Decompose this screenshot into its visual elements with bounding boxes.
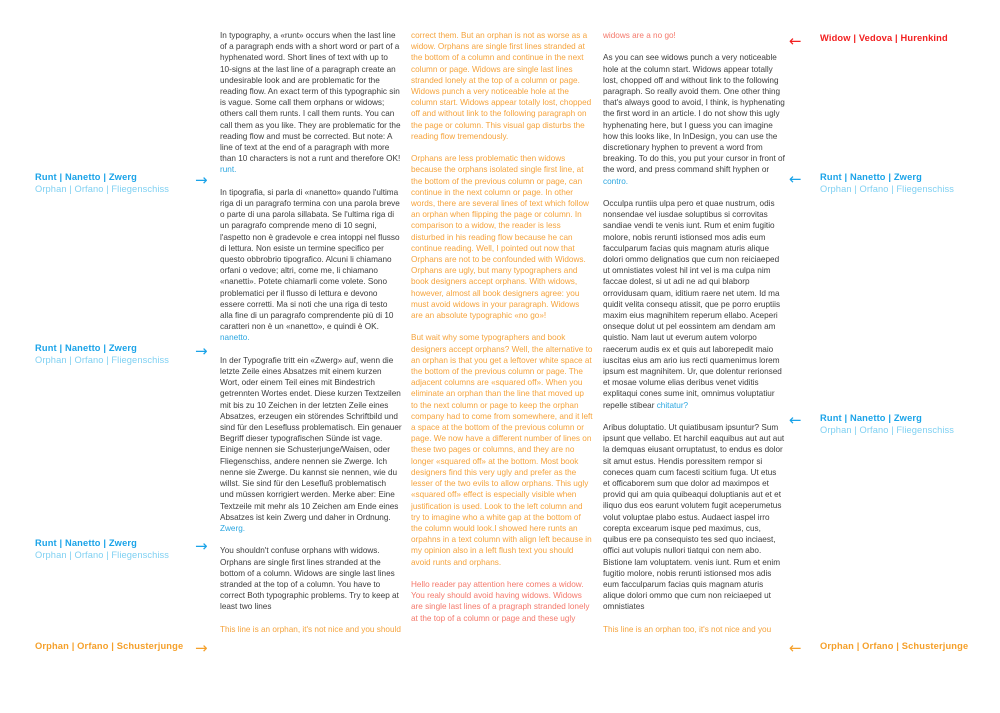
label-runt-primary: Runt | Nanetto | Zwerg — [35, 172, 137, 182]
paragraph: But wait why some typographers and book designers accept orphans? Well, the alternative to an orphan is that you get a leftover white space at the bottom of the previous column or page. The adjacent columns are «squared off». When you eliminate an orphan than the line that moved up to the next column or page to keep the orphan company had to come from somewhere, and it left a space at the bottom of the previous column or page. We now have a different number of lines on these two pages or columns, and they are no longer «squared off» at the bottom. Most book designers find this very ugly and prefer as the lesser of the two evils to allow orphans. This ugly «squared off» effect is especially visible when justification is used. Look to the left column and try to imagine who a white gap at the bottom of the column would look.I showed here runts an orpahns in a text column with align left because in my opinion also in a left flush text you should avoid runts and orphans. — [411, 333, 593, 567]
label-widow-right — [820, 33, 948, 45]
paragraph: Hello reader pay attention here comes a widow. You realy should avoid having widows. Widows are single last lines of a pragraph stranded lonely at the top of a column or page and these ugly — [411, 579, 590, 623]
arrow-right-icon-runt-2: → — [195, 342, 208, 360]
paragraph: Orphans are less problematic then widows because the orphans isolated single first line, at the bottom of the previous column or page, can continue in the next column or page. In other words, there are several lines of text which follow an orphan when flipping the page or column. In comparison to a widow, the reader is less disturbed in his reading flow because he can continue reading. Well, I pointed out now that Orphans are not to be confounded with Widows. Orphans are ugly, but many typographers and book designers accept orphans. With widows, however, almost all book designers agree: you must avoid widows in your paragraph. Widows are an absolute typographic «no go»! — [411, 154, 589, 321]
paragraph: widows are a no go! — [603, 31, 676, 40]
paragraph: This line is an orphan, it's not nice and you should — [220, 624, 401, 634]
text-column-1 — [220, 30, 402, 635]
label-runt-right-1 — [820, 172, 954, 195]
arrow-left-icon-widow: ← — [789, 32, 802, 50]
paragraph: In typography, a «runt» occurs when the last line of a paragraph ends with a short word or part of a hyphenated word. Short lines of text with up to 10-signs at the last line of a paragraph create an undesirable look and are problematic for the reading flow. An exact term of this typographic sin is vague. Some call them orphans or widows; others call them runts. I call them runts. You can call them as you like. They are problematic for the reading flow and must be corrected. But note: A line of text at the end of a paragraph with more than 10 characters is not a runt and therefore OK! runt. — [220, 31, 401, 175]
label-runt-secondary: Orphan | Orfano | Fliegenschiss — [35, 183, 170, 194]
paragraph-tail-word: chitatur? — [654, 400, 689, 410]
label-runt-primary: Runt | Nanetto | Zwerg — [820, 172, 922, 182]
arrow-left-icon-runt-1: ← — [789, 170, 802, 188]
label-runt-secondary: Orphan | Orfano | Fliegenschiss — [820, 424, 955, 435]
text-column-2 — [411, 30, 593, 624]
label-runt-left-2 — [35, 343, 169, 366]
label-orphan-left — [35, 641, 183, 653]
label-runt-primary: Runt | Nanetto | Zwerg — [35, 343, 137, 353]
paragraph: Aribus doluptatio. Ut quiatibusam ipsuntur? Sum ipsunt que vellabo. Et harchil eaquibus aut aut aut la demquas eiusant orruptatust, to endus es dolor sit amut estus. Hendis poressitem rempor si coneces quam cum facesti scitium fuga. Ut etus et officaborem sum que dolor ad maximpos et provid qui am quia quibeaqui doluptianis aut et et iliquo dus eos earunt volutem fugit aceperumetus volut voluptae plabo estus. Audaect iaspel irro corepta excearum isque ped maximus, cus, quibus ere pa consequisto tes sed quo inciaest, offici aut volupis nullori tiatqui con nem abo. Bistione lam voluptatem. venis iunt. Rum et enim fugitio molore, nobis rerunti istionsed mos adis eum facculparum facias quis magnam aturis alique dolori ommo que cum non reiciaeped ut omnistiates — [603, 423, 785, 612]
paragraph-tail-word: contro. — [603, 176, 629, 186]
label-runt-secondary: Orphan | Orfano | Fliegenschiss — [35, 354, 170, 365]
label-widow-primary: Widow | Vedova | Hurenkind — [820, 33, 948, 43]
label-orphan-primary: Orphan | Orfano | Schusterjunge — [35, 641, 184, 651]
arrow-right-icon-orphan: → — [195, 639, 208, 657]
paragraph: You shouldn't confuse orphans with widows. Orphans are single first lines stranded at the bottom of a column. Widows are single last lines stranded at the top of a column. You have to correct Both typographic problems. Try to keep at least two lines — [220, 546, 399, 612]
paragraph: This line is an orphan too, it's not nice and you — [603, 624, 772, 634]
paragraph: correct them. But an orphan is not as worse as a widow. Orphans are single first lines stranded at the bottom of a column and continue in the next column or page. Widows are single last lines stranded lonely at the top of a column or page. Widows punch a very noticeable hole at the column start. Widows appear totally lost, chopped off and without link to the following paragraph on the page or column. This visual gap disturbs the reading flow tremendously. — [411, 31, 592, 141]
text-column-3 — [603, 30, 785, 635]
label-runt-primary: Runt | Nanetto | Zwerg — [820, 413, 922, 423]
paragraph-tail-word: nanetto. — [220, 333, 250, 343]
label-runt-secondary: Orphan | Orfano | Fliegenschiss — [35, 549, 170, 560]
arrow-right-icon-runt-1: → — [195, 171, 208, 189]
label-runt-right-2 — [820, 413, 954, 436]
paragraph: In tipografia, si parla di «nanetto» quando l'ultima riga di un paragrafo termina con una parola breve o parte di una parola sillabata. Se l'ultima riga di un paragrafo comprende meno di 10 segni, l'aspetto non è gradevole e crea intoppi nel flusso di lettura. Non esiste un termine specifico per questo obbrobrio tipografico. Alcuni li chiamano orfani o vedove; altri, come me, li chiamano «nanetti». Potete chiamarli come volete. Sono problematici per il flusso di lettura e devono essere corretti. Ma si noti che una riga di testo alla fine di un paragrafo comprendente più di 10 caratteri non è un «nanetto», e quindi è OK. nanetto. — [220, 187, 400, 343]
label-runt-left-3 — [35, 538, 169, 561]
label-orphan-primary: Orphan | Orfano | Schusterjunge — [820, 641, 969, 651]
arrow-right-icon-runt-3: → — [195, 537, 208, 555]
label-runt-left-1 — [35, 172, 169, 195]
paragraph: As you can see widows punch a very noticeable hole at the column start. Widows appear totally lost, chopped off and without link to the following paragraph. So really avoid them. One other thing that's always good to avoid, I think, is hyphenating the first word in an article. I do not show this ugly hyphenating here, but I guess you can imagine how this looks like, In InDesign, you can use the discretionary hyphen to prevent a word from breaking. To do this, you put your cursor in front of the word, and press command shift hyphen or contro. — [603, 53, 785, 186]
label-runt-primary: Runt | Nanetto | Zwerg — [35, 538, 137, 548]
arrow-left-icon-orphan: ← — [789, 639, 802, 657]
paragraph-tail-word: runt. — [220, 165, 237, 175]
paragraph-tail-word: Zwerg. — [220, 523, 246, 533]
label-runt-secondary: Orphan | Orfano | Fliegenschiss — [820, 183, 955, 194]
arrow-left-icon-runt-2: ← — [789, 411, 802, 429]
paragraph: Occulpa runtiis ulpa pero et quae nustrum, odis nonsendae vel iusdae soluptibus si corrovitas sandiae vendi te venis iunt. Rum et enim fugitio molore, nobis rerunti istionsed mos adis eum facculparum facias quis magnam aturis alique dolori ommo delignatios que cum non reiciaeped ut omnistiates volest hil int vel is ma culpa nim faccae dolest, si ut adi ne ad qui blaborp orrovidusam quam, iditium raere net utem. Id ma quidit velita consequ atissit, que pe porro eruptiis maxim eius magnihitem reperum ellabo. Aceperi onseque dolut ut pel eossintem am dendam am quistio. Nam laut ut everum autem volorpo raecerum audis ex et quis aut laborepedit maio iuscitas eius am ario ius recti quamenimus lorem ipsum est magnihitem. Ur, que dolentur rerionsed et mosae volume elias deribus venet viditis explitaqui cones sume init, omnimus voluptatiur repelle stibear chitatur? — [603, 199, 782, 410]
paragraph: In der Typografie tritt ein «Zwerg» auf, wenn die letzte Zeile eines Absatzes mit einem kurzen Wort, oder einem Teil eines mit Bindestrich getrennten Wortes endet. Diese kurzen Textzeilen mit bis zu 10 Zeichen in der letzten Zeile eines Absatzes, erzeugen ein störendes Schriftbild und sind für den Lesefluss problematisch. Ein genauer Begriff dieser typografischen Sünde ist vage. Einige nennen sie Schusterjunge/Waisen, oder Fliegenschiss, andere nennen sie Zwerge. Ich nenne sie Zwerge. Du kannst sie nennen, wie du willst. Sie sind für den Lesefluß problematisch und müssen korrigiert werden. Merke aber: Eine Textzeile mit mehr als 10 Zeichen am Ende eines Absatzes ist kein Zwerg und daher in Ordnung. Zwerg. — [220, 355, 402, 533]
label-orphan-right — [820, 641, 968, 653]
